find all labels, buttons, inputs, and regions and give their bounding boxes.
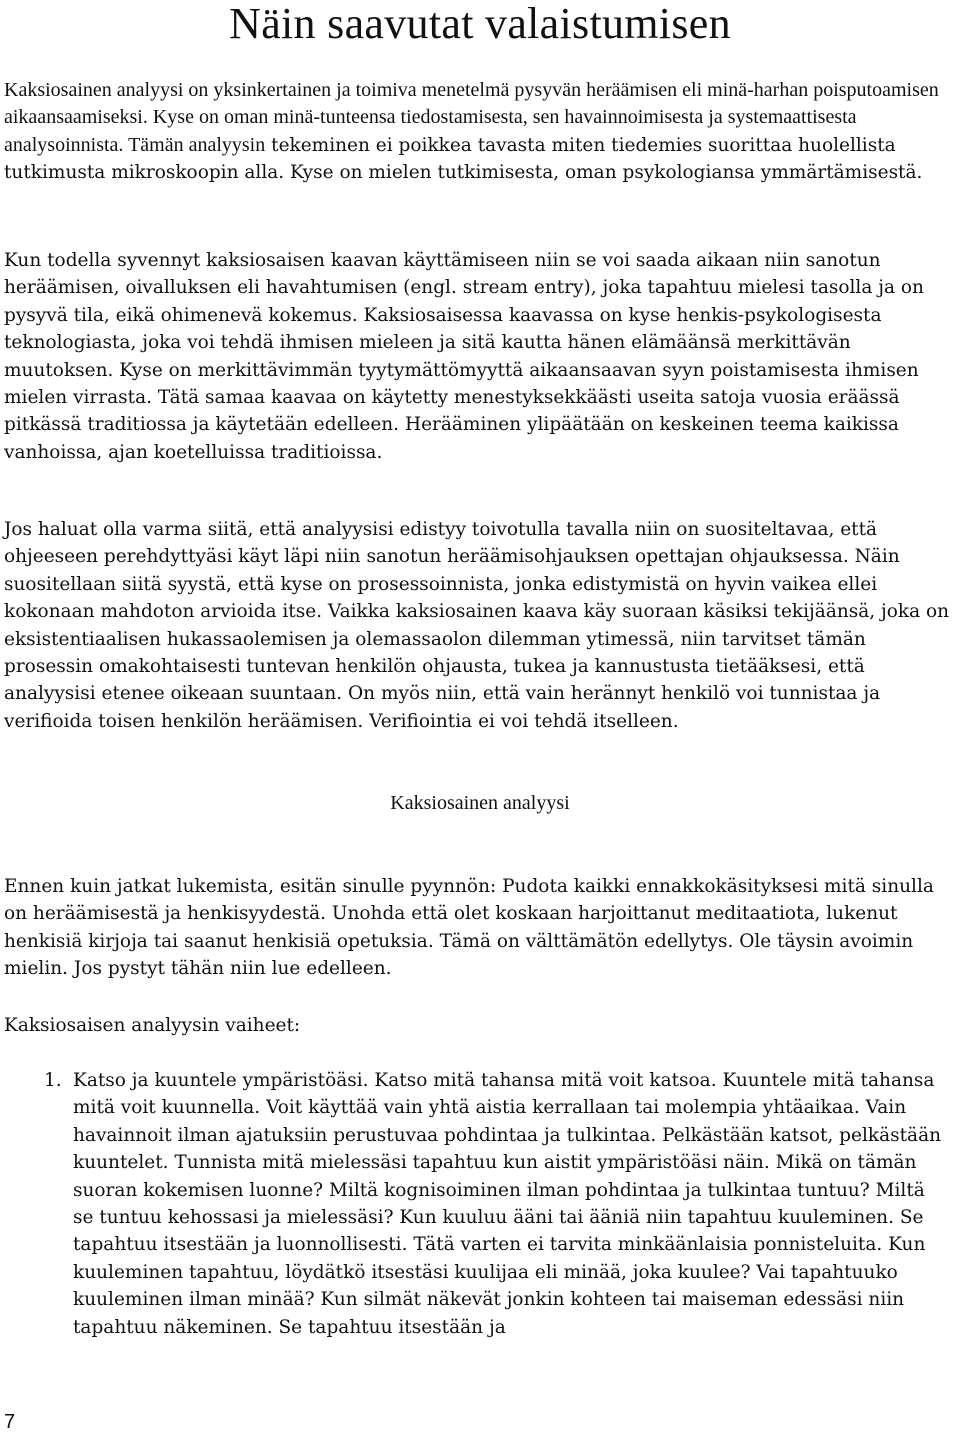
steps-heading: Kaksiosaisen analyysin vaiheet: [4, 1015, 301, 1036]
list-item [0, 1067, 951, 1341]
guidance-paragraph: Jos haluat olla varma siitä, että analyysisi edistyy toivotulla tavalla niin on suositeltavaa, että ohjeeseen perehdyttyäsi käyt läpi niin sanotun heräämisohjauksen opettajan ohjauksessa. Näin suositellaan siitä syystä, että kyse on prosessoinnista, jonka edistymistä on hyvin vaikea ellei kokonaan mahdoton arvioida itse. Vaikka kaksiosainen kaava käy suoraan käsiksi tekijäänsä, joka on eksistentiaalisen hukassaolemisen ja olemassaolon dilemman ytimessä, niin tarvitset tämän prosessin omakohtaisesti tuntevan henkilön ohjausta, tukea ja kannustusta tietääksesi, että analyysisi etenee oikeaan suuntaan. On myös niin, että vain herännyt henkilö voi tunnistaa ja verifioida toisen henkilön heräämisen. Verifiointia ei voi tehdä itselleen. [4, 519, 950, 732]
request-paragraph: Ennen kuin jatkat lukemista, esitän sinulle pyynnön: Pudota kaikki ennakkokäsityksesi mitä sinulla on heräämisestä ja henkisyydestä. Unohda että olet koskaan harjoittanut meditaatiota, lukenut henkisiä kirjoja tai saanut henkisiä opetuksia. Tämä on välttämätön edellytys. Ole täysin avoimin mielin. Jos pystyt tähän niin lue edelleen. [4, 876, 934, 980]
intro-paragraph-lead: Kaksiosainen analyysi on yksinkertainen ja toimiva menetelmä pysyvän heräämisen eli minä-harhan poisputoamisen aikaansaamiseksi. Kyse on oman minä-tunteensa tiedostamisesta, sen havainnoimisesta ja systemaattisesta analysoinnista. Tämän analyysin [4, 79, 939, 156]
intro-paragraph-rest: tekeminen ei poikkea tavasta miten tiedemies suorittaa huolellista tutkimusta mikroskoopin alla. Kyse on mielen tutkimisesta, oman psykologiansa ymmärtämisestä. [4, 134, 923, 184]
section-heading: Kaksiosainen analyysi [390, 792, 570, 814]
awakening-paragraph: Kun todella syvennyt kaksiosaisen kaavan käyttämiseen niin se voi saada aikaan niin sanotun heräämisen, oivalluksen eli havahtumisen (engl. stream entry), joka tapahtuu mielesi tasolla ja on pysyvä tila, eikä ohimenevä kokemus. Kaksiosaisessa kaavassa on kyse henkis-psykologisesta teknologiasta, joka voi tehdä ihmisen mieleen ja sitä kautta hänen elämäänsä merkittävän muutoksen. Kyse on merkittävimmän tyytymättömyyttä aikaansaavan syyn poistamisesta ihmisen mielen virrasta. Tätä samaa kaavaa on käytetty menestyksekkäästi useita satoja vuosia eräässä pitkässä traditiossa ja käytetään edelleen. Herääminen ylipäätään on keskeinen teema kaikissa vanhoissa, ajan koetelluissa traditioissa. [4, 250, 924, 463]
steps-list [0, 1067, 960, 1341]
page-title: Näin saavutat valaistumisen [229, 0, 731, 48]
intro-paragraph [4, 77, 954, 187]
page-number: 7 [4, 1411, 16, 1433]
step-number: 1. [44, 1070, 62, 1091]
step-text: Katso ja kuuntele ympäristöäsi. Katso mitä tahansa mitä voit katsoa. Kuuntele mitä tahansa mitä voit kuunnella. Voit käyttää vain yhtä aistia kerrallaan tai molempia yhtäaikaa. Vain havainnoit ilman ajatuksiin perustuvaa pohdintaa ja tulkintaa. Pelkästään katsot, pelkästään kuuntelet. Tunnista mitä mielessäsi tapahtuu kun aistit ympäristöäsi näin. Mikä on tämän suoran kokemisen luonne? Miltä kognisoiminen ilman pohdintaa ja tulkintaa tuntuu? Miltä se tuntuu kehossasi ja mielessäsi? Kun kuuluu ääni tai ääniä niin tapahtuu kuuleminen. Se tapahtuu itsestään ja luonnollisesti. Tätä varten ei tarvita minkäänlaisia ponnisteluita. Kun kuuleminen tapahtuu, löydätkö itsestäsi kuulijaa eli minää, joka kuulee? Vai tapahtuuko kuuleminen ilman minää? Kun silmät näkevät jonkin kohteen tai maiseman edessäsi niin tapahtuu näkeminen. Se tapahtuu itsestään ja [73, 1070, 942, 1338]
